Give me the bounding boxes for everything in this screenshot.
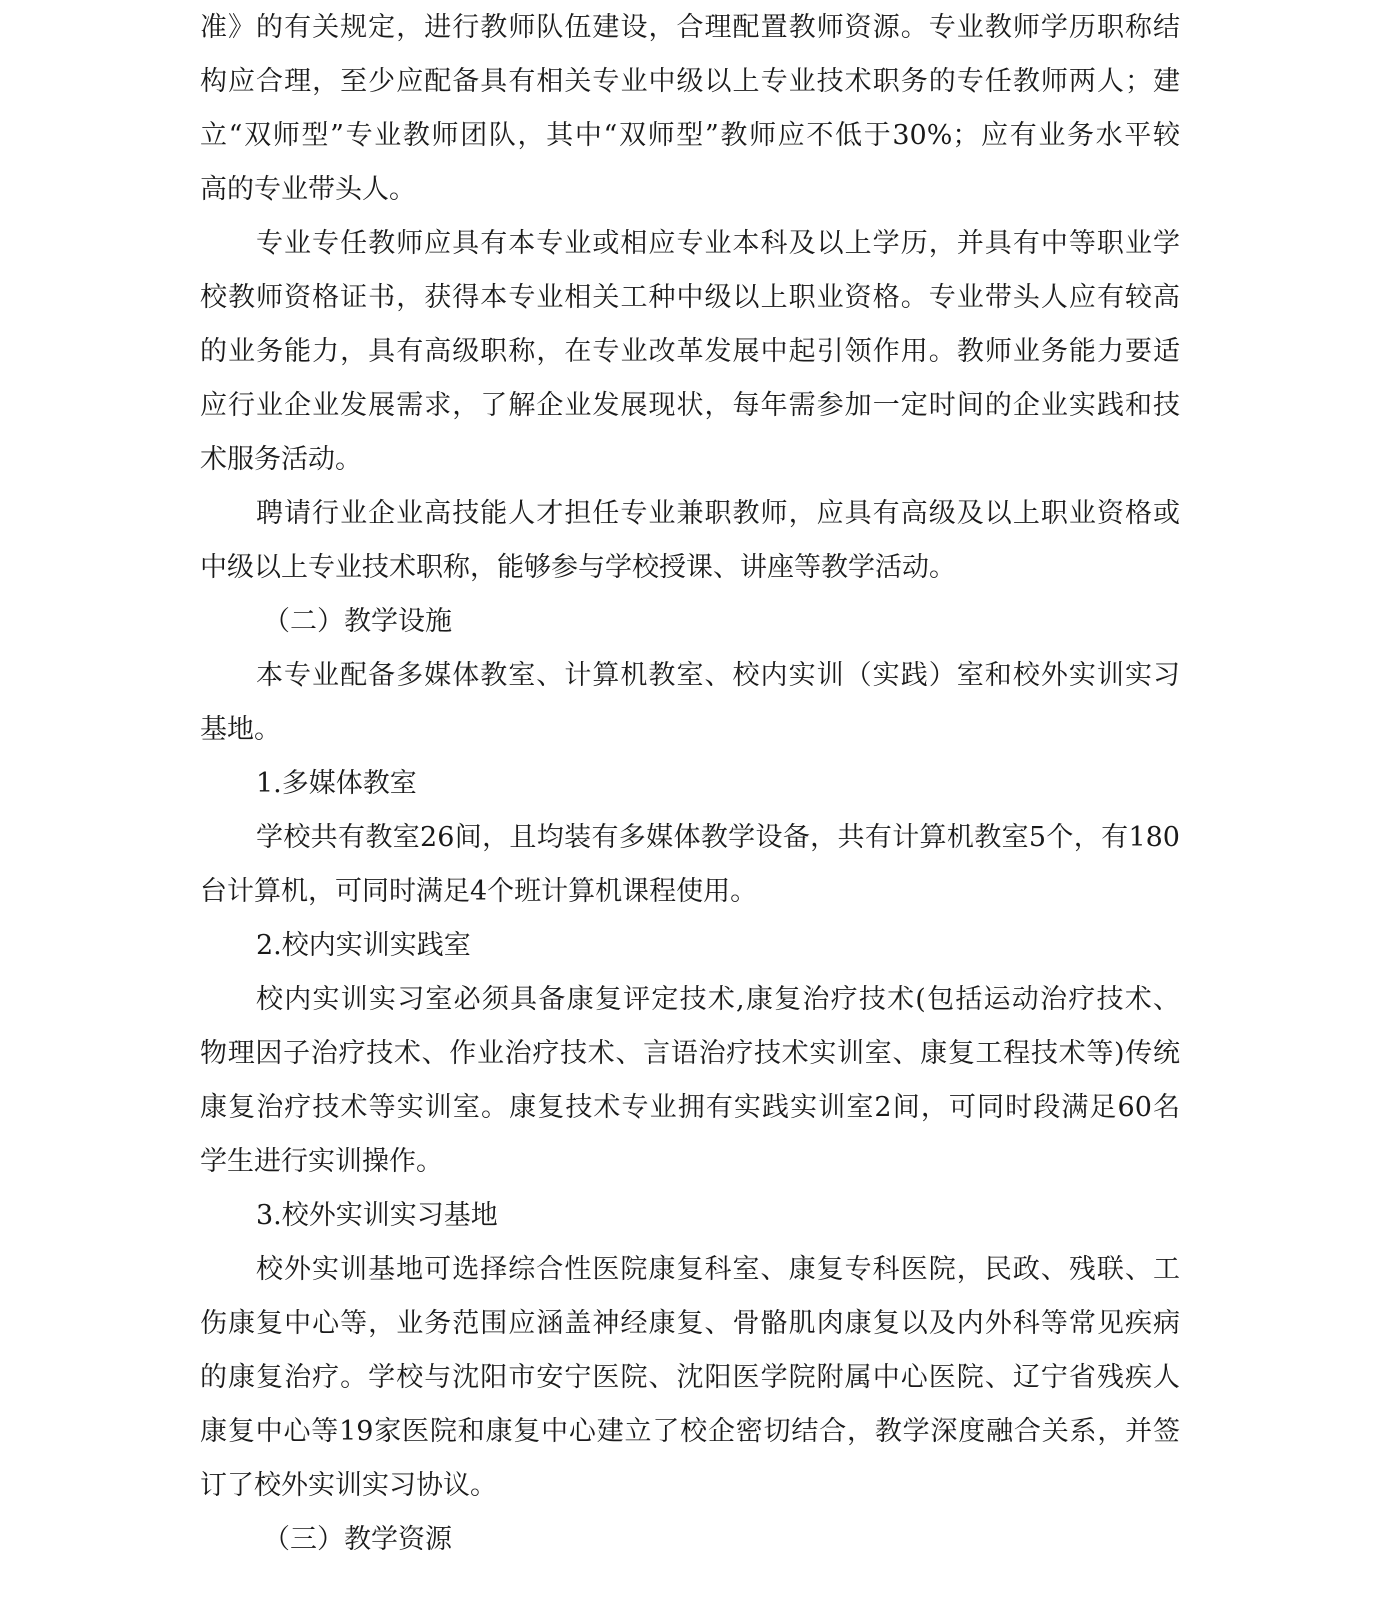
paragraph-line: 本专业配备多媒体教室、计算机教室、校内实训（实践）室和校外实训实习 <box>256 660 1180 691</box>
paragraph-line: 康复中心等19家医院和康复中心建立了校企密切结合，教学深度融合关系，并签 <box>200 1416 1180 1447</box>
paragraph-line: 构应合理，至少应配备具有相关专业中级以上专业技术职务的专任教师两人；建 <box>200 66 1180 97</box>
paragraph-line: 专业专任教师应具有本专业或相应专业本科及以上学历，并具有中等职业学 <box>256 228 1180 259</box>
paragraph-line: 校内实训实习室必须具备康复评定技术,康复治疗技术(包括运动治疗技术、 <box>256 984 1180 1015</box>
paragraph-line: 校教师资格证书，获得本专业相关工种中级以上职业资格。专业带头人应有较高 <box>200 282 1180 313</box>
paragraph-line: 立“双师型”专业教师团队，其中“双师型”教师应不低于30%；应有业务水平较 <box>200 120 1180 151</box>
paragraph-line: 学校共有教室26间，且均装有多媒体教学设备，共有计算机教室5个，有180 <box>256 822 1180 853</box>
paragraph-line: 中级以上专业技术职称，能够参与学校授课、讲座等教学活动。 <box>200 552 956 583</box>
paragraph-line: 伤康复中心等，业务范围应涵盖神经康复、骨骼肌肉康复以及内外科等常见疾病 <box>200 1308 1180 1339</box>
paragraph-line: 校外实训基地可选择综合性医院康复科室、康复专科医院，民政、残联、工 <box>256 1254 1180 1285</box>
paragraph-line: 术服务活动。 <box>200 444 362 475</box>
paragraph-line: 聘请行业企业高技能人才担任专业兼职教师，应具有高级及以上职业资格或 <box>256 498 1180 529</box>
subsection-heading: 1.多媒体教室 <box>256 768 417 799</box>
subsection-heading: 2.校内实训实践室 <box>256 930 471 961</box>
paragraph-line: 订了校外实训实习协议。 <box>200 1470 497 1501</box>
paragraph-line: 物理因子治疗技术、作业治疗技术、言语治疗技术实训室、康复工程技术等)传统 <box>200 1038 1180 1069</box>
paragraph-line: 的康复治疗。学校与沈阳市安宁医院、沈阳医学院附属中心医院、辽宁省残疾人 <box>200 1362 1180 1393</box>
paragraph-line: 准》的有关规定，进行教师队伍建设，合理配置教师资源。专业教师学历职称结 <box>200 12 1180 43</box>
paragraph-line: 的业务能力，具有高级职称，在专业改革发展中起引领作用。教师业务能力要适 <box>200 336 1180 367</box>
subsection-heading: 3.校外实训实习基地 <box>256 1200 498 1231</box>
paragraph-line: 应行业企业发展需求，了解企业发展现状，每年需参加一定时间的企业实践和技 <box>200 390 1180 421</box>
paragraph-line: 基地。 <box>200 714 281 745</box>
section-heading: （三）教学资源 <box>263 1524 452 1555</box>
paragraph-line: 高的专业带头人。 <box>200 174 416 205</box>
section-heading: （二）教学设施 <box>263 606 452 637</box>
paragraph-line: 台计算机，可同时满足4个班计算机课程使用。 <box>200 876 758 907</box>
paragraph-line: 学生进行实训操作。 <box>200 1146 443 1177</box>
paragraph-line: 康复治疗技术等实训室。康复技术专业拥有实践实训室2间，可同时段满足60名 <box>200 1092 1180 1123</box>
